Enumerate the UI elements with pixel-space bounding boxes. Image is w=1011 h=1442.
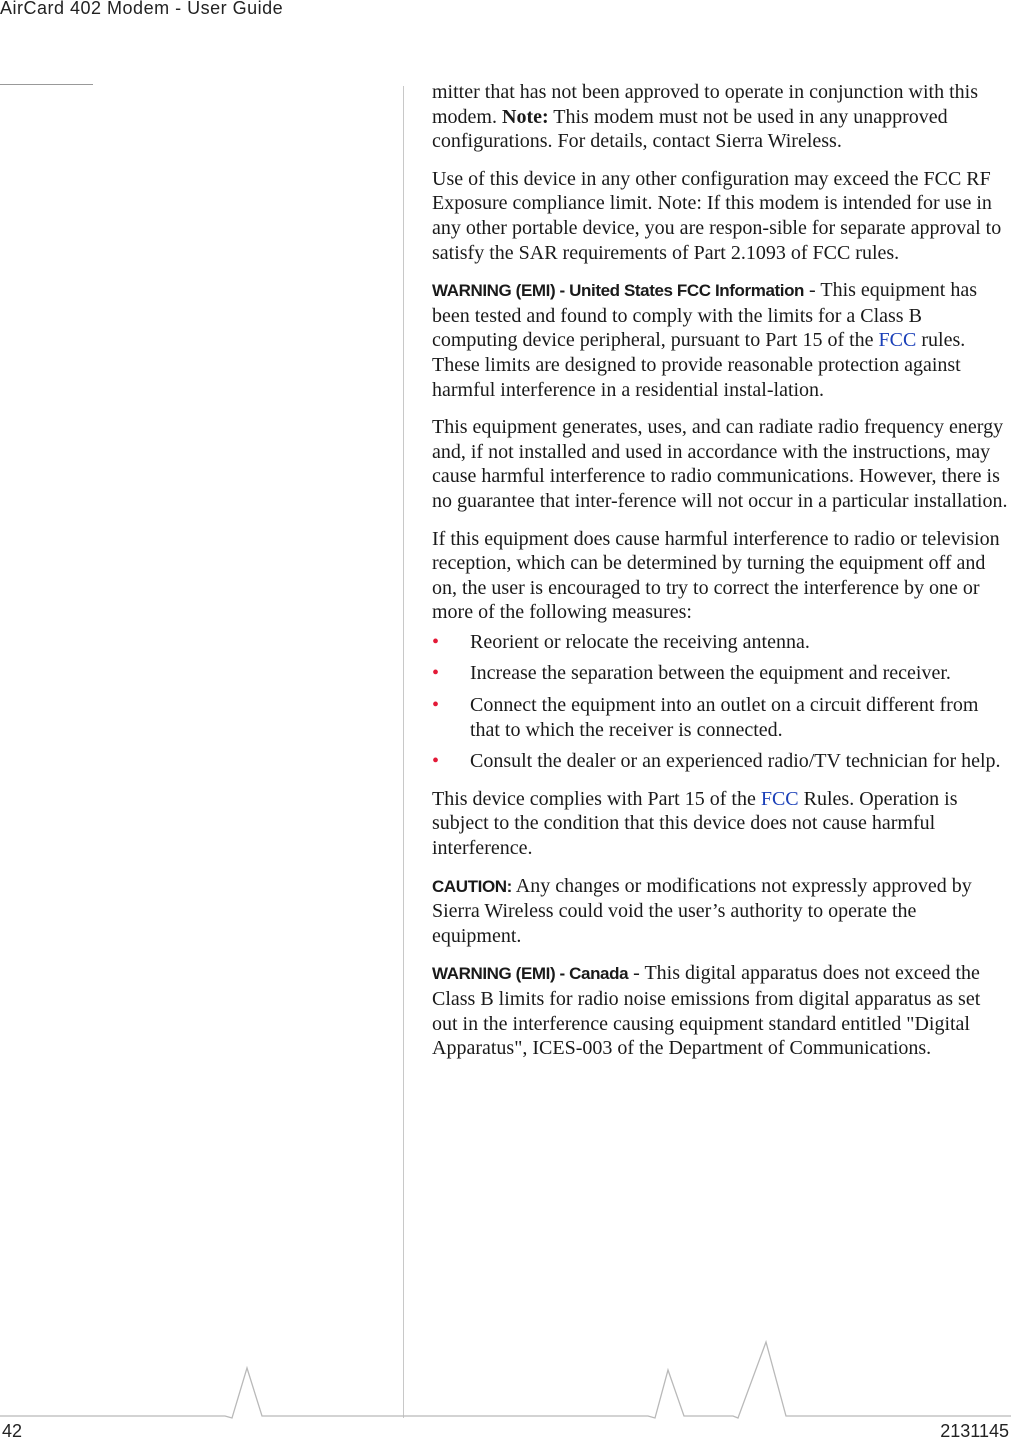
margin-rule	[403, 86, 404, 1418]
bullet-icon: •	[432, 694, 440, 717]
body-text	[432, 80, 1008, 1074]
page-header-title: AirCard 402 Modem - User Guide	[0, 0, 284, 18]
measures-list	[432, 630, 1008, 774]
paragraph-text: Rules. Operation is subject to the condition that this device does not cause harmful interference.	[432, 787, 958, 860]
canada-warning-heading: WARNING (EMI) - Canada	[432, 964, 629, 984]
list-item	[432, 661, 1008, 686]
paragraph-canada-warning	[432, 961, 1008, 1060]
list-item-text: Consult the dealer or an experienced radio/TV technician for help.	[470, 750, 1001, 773]
paragraph-text: rules. These limits are designed to provide reasonable protection against harmful interference in a residential instal-lation.	[432, 329, 966, 401]
list-item-text: Connect the equipment into an outlet on a circuit different from that to which the receiver is connected.	[470, 694, 979, 741]
fcc-warning-heading: WARNING (EMI) - United States FCC Information	[432, 281, 805, 301]
paragraph-part15	[432, 787, 1008, 861]
paragraph-text: - This equipment has been tested and found to comply with the limits for a Class B computing device peripheral, pursuant to Part 15 of the	[432, 279, 977, 352]
bullet-icon: •	[432, 662, 440, 685]
list-item-text: Reorient or relocate the receiving antenna.	[470, 630, 810, 653]
paragraph-fcc-warning	[432, 278, 1008, 402]
list-item-text: Increase the separation between the equipment and receiver.	[470, 662, 951, 685]
fcc-link[interactable]: FCC	[878, 329, 917, 352]
footer-signal-line	[0, 1330, 1011, 1420]
header-divider	[0, 84, 93, 85]
paragraph-rf-energy: This equipment generates, uses, and can radiate radio frequency energy and, if not installed and used in accordance with the instructions, may cause harmful interference to radio communications. However, there is no guarantee that inter-ference will not occur in a particular installation.	[432, 416, 1008, 512]
list-item	[432, 749, 1008, 774]
caution-heading: CAUTION:	[432, 876, 512, 896]
page-number: 42	[2, 1421, 23, 1441]
paragraph-text: mitter that has not been approved to operate in conjunction with this modem.	[432, 81, 978, 128]
paragraph-text: Any changes or modifications not expressly approved by Sierra Wireless could void the user’s authority to operate the equipment.	[432, 874, 972, 947]
paragraph-text: - This digital apparatus does not exceed the Class B limits for radio noise emissions from digital apparatus as set out in the interference causing equipment standard entitled "Digital Apparatus", ICES-003 of the Department of Communications.	[432, 962, 981, 1060]
paragraph-caution	[432, 874, 1008, 949]
fcc-link[interactable]: FCC	[760, 787, 799, 810]
bullet-icon: •	[432, 630, 440, 653]
paragraph-text: This device complies with Part 15 of the	[432, 787, 761, 810]
document-number: 2131145	[940, 1421, 1009, 1441]
bullet-icon: •	[432, 750, 440, 773]
note-label: Note:	[502, 105, 549, 128]
list-item	[432, 630, 1008, 655]
paragraph-text: This modem must not be used in any unapproved configurations. For details, contact Sierra Wireless.	[432, 105, 948, 153]
paragraph-rf-exposure: Use of this device in any other configuration may exceed the FCC RF Exposure compliance limit. Note: If this modem is intended for use in any other portable device, you are respon-sible for separate approval to satisfy the SAR requirements of Part 2.1093 of FCC rules.	[432, 167, 1002, 264]
list-item	[432, 693, 1008, 742]
paragraph-modem-note	[432, 80, 1008, 154]
paragraph-interference-measures: If this equipment does cause harmful interference to radio or television reception, which can be determined by turning the equipment off and on, the user is encouraged to try to correct the interference by one or more of the following measures:	[432, 527, 1000, 624]
